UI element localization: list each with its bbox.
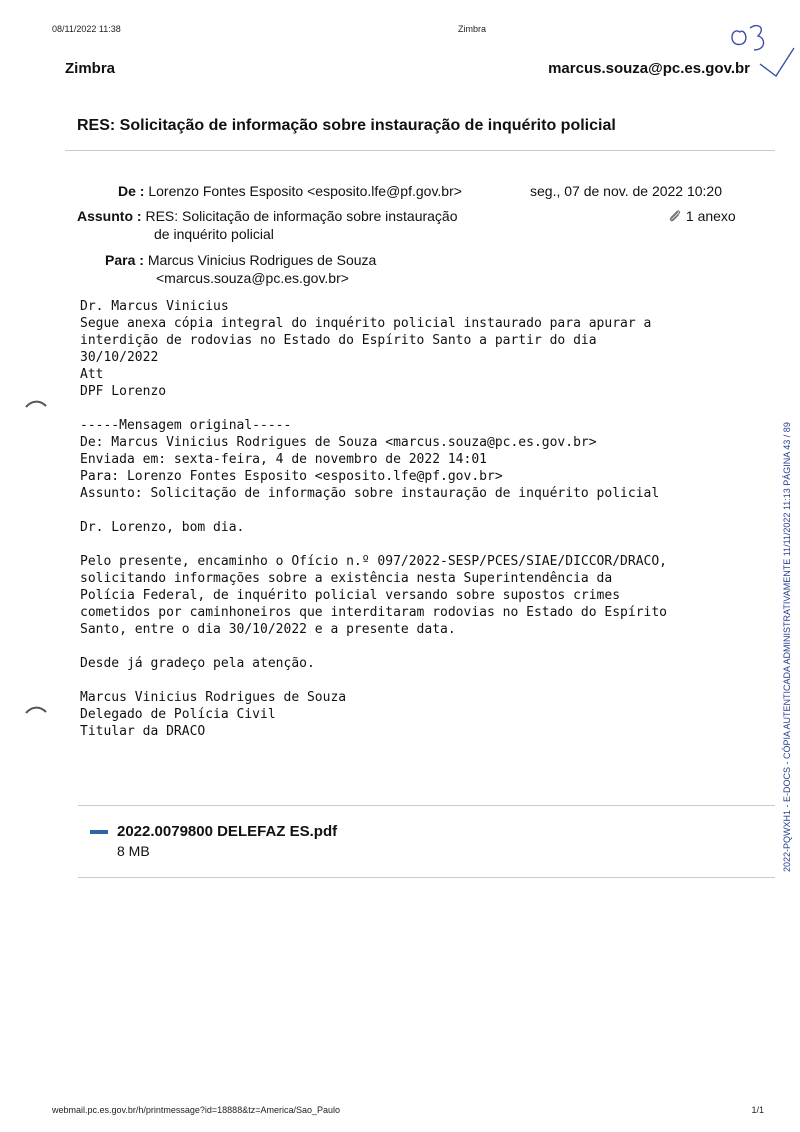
attachment-size: 8 MB [117,843,150,859]
body-line: Delegado de Polícia Civil [80,707,276,722]
paperclip-icon [668,209,682,223]
body-line: cometidos por caminhoneiros que interditaram rodovias no Estado do Espírito [80,605,667,620]
attachment-filename[interactable]: 2022.0079800 DELEFAZ ES.pdf [117,823,338,840]
body-line: Pelo presente, encaminho o Ofício n.º 097/2022-SESP/PCES/SIAE/DICCOR/DRACO, [80,554,667,569]
body-line: Segue anexa cópia integral do inquérito policial instaurado para apurar a [80,316,652,331]
user-email: marcus.souza@pc.es.gov.br [548,60,750,77]
body-line: Santo, entre o dia 30/10/2022 e a presente data. [80,622,456,637]
to-label: Para : [105,252,144,268]
body-line: Dr. Lorenzo, bom dia. [80,520,245,535]
divider [78,805,775,806]
body-gap [80,638,667,655]
body-line: -----Mensagem original----- [80,418,292,433]
message-body [80,298,667,740]
footer-url: webmail.pc.es.gov.br/h/printmessage?id=18888&tz=America/Sao_Paulo [52,1105,340,1115]
body-line: Desde já gradeço pela atenção. [80,656,315,671]
subject-label: Assunto : [77,208,142,224]
app-title: Zimbra [65,60,116,77]
attachment-indicator[interactable] [668,207,736,225]
body-line: interdição de rodovias no Estado do Espírito Santo a partir do dia [80,333,597,348]
body-line: Marcus Vinicius Rodrigues de Souza [80,690,347,705]
pdf-file-icon [90,830,108,834]
body-line: solicitando informações sobre a existência nesta Superintendência da [80,571,613,586]
from-row [118,182,462,200]
body-gap [80,536,667,553]
subject-line-1: RES: Solicitação de informação sobre instauração [145,208,458,224]
body-line: Titular da DRACO [80,724,206,739]
body-line: Enviada em: sexta-feira, 4 de novembro de 2022 14:01 [80,452,487,467]
subject-row [77,207,527,243]
body-line: Assunto: Solicitação de informação sobre instauração de inquérito policial [80,486,660,501]
body-line: De: Marcus Vinicius Rodrigues de Souza <marcus.souza@pc.es.gov.br> [80,435,597,450]
scan-mark [24,398,48,410]
scan-mark [24,704,48,716]
to-email[interactable]: <marcus.souza@pc.es.gov.br> [156,270,349,286]
body-line: Att [80,367,104,382]
divider [65,150,775,151]
body-gap [80,502,667,519]
subject-line-2: de inquérito policial [154,226,274,242]
body-line: Polícia Federal, de inquérito policial versando sobre supostos crimes [80,588,621,603]
divider [78,877,775,878]
body-gap [80,672,667,689]
body-line: Dr. Marcus Vinicius [80,299,229,314]
body-line: Para: Lorenzo Fontes Esposito <esposito.lfe@pf.gov.br> [80,469,503,484]
attachment-count: 1 anexo [685,208,736,224]
print-title: Zimbra [458,24,487,34]
to-name[interactable]: Marcus Vinicius Rodrigues de Souza [147,252,377,268]
to-row [105,251,376,287]
from-label: De : [118,183,145,199]
body-line: 30/10/2022 [80,350,159,365]
print-datetime: 08/11/2022 11:38 [52,24,121,34]
authentication-stamp: 2022-PQWXH1 - E-DOCS - CÓPIA AUTENTICADA ADMINISTRATIVAMENTE 11/11/2022 11:13 PÁGINA 43 / 89 [782,422,792,872]
body-gap [80,400,667,417]
message-date: seg., 07 de nov. de 2022 10:20 [530,183,723,199]
message-subject: RES: Solicitação de informação sobre instauração de inquérito policial [77,117,616,134]
footer-page: 1/1 [751,1105,764,1115]
from-value[interactable]: Lorenzo Fontes Esposito <esposito.lfe@pf.gov.br> [148,183,462,199]
body-line: DPF Lorenzo [80,384,167,399]
